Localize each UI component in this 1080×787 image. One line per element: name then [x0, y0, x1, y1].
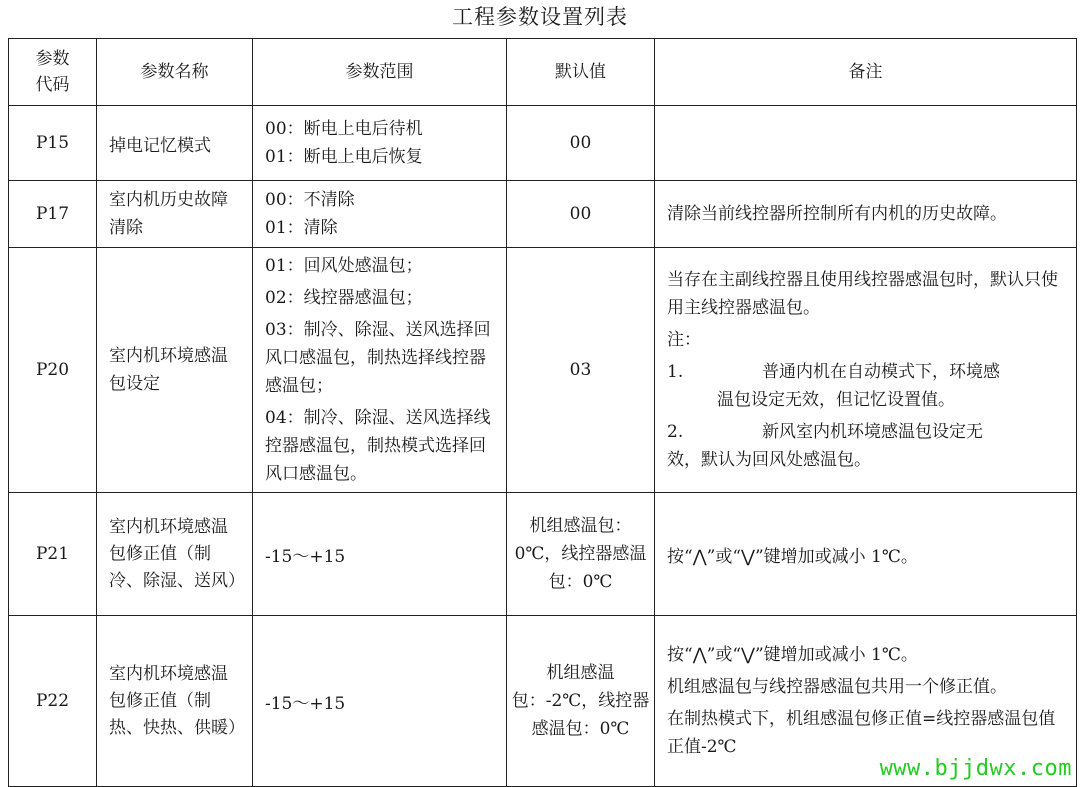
- param-code: P22: [9, 616, 97, 787]
- range-option: 01：回风处感温包；: [265, 256, 423, 276]
- header-code-line1: 参数: [35, 49, 70, 69]
- page-title: 工程参数设置列表: [452, 5, 628, 29]
- param-range: [253, 248, 507, 493]
- range-option: 00：断电上电后待机: [265, 119, 423, 139]
- param-default: 03: [507, 248, 655, 493]
- table-row: [9, 248, 1077, 493]
- remark-line: 在制热模式下，机组感温包修正值=线控器感温包值正值-2℃: [667, 709, 1056, 757]
- param-code: P21: [9, 493, 97, 616]
- remark-item-text: 普通内机在自动模式下，环境感: [762, 362, 1000, 382]
- header-default: 默认值: [507, 39, 655, 106]
- watermark: www.bjjdwx.com: [879, 756, 1072, 781]
- param-name: 掉电记忆模式: [97, 106, 253, 181]
- remark-line: 机组感温包与线控器感温包共用一个修正值。: [667, 677, 1007, 697]
- header-remark: 备注: [655, 39, 1077, 106]
- param-default: 00: [507, 181, 655, 248]
- header-code-line2: 代码: [35, 75, 70, 95]
- param-default: 机组感温包：0℃，线控器感温包：0℃: [507, 493, 655, 616]
- param-remark: [655, 106, 1077, 181]
- header-name: 参数名称: [97, 39, 253, 106]
- param-code: P17: [9, 181, 97, 248]
- remark-item: [667, 418, 1068, 446]
- param-code: P15: [9, 106, 97, 181]
- header-range: 参数范围: [253, 39, 507, 106]
- param-name: 室内机历史故障清除: [97, 181, 253, 248]
- remark-item-number: 1.: [667, 362, 684, 382]
- remark-item-continuation: 效，默认为回风处感温包。: [667, 450, 871, 470]
- range-option: 03：制冷、除湿、送风选择回风口感温包，制热选择线控器感温包；: [265, 320, 491, 396]
- header-code: [9, 39, 97, 106]
- remark-item-number: 2.: [667, 422, 684, 442]
- param-range: -15～+15: [253, 616, 507, 787]
- table-row: [9, 106, 1077, 181]
- remark-item: [667, 358, 1068, 386]
- remark-item-continuation: 温包设定无效，但记忆设置值。: [717, 390, 955, 410]
- parameter-table: [8, 38, 1077, 787]
- param-default: 机组感温包：-2℃，线控器感温包：0℃: [507, 616, 655, 787]
- param-name: 室内机环境感温包修正值（制冷、除湿、送风）: [97, 493, 253, 616]
- param-range: [253, 181, 507, 248]
- param-range: -15～+15: [253, 493, 507, 616]
- remark-line: 按“⋀”或“⋁”键增加或减小 1℃。: [667, 645, 918, 665]
- param-remark: 按“⋀”或“⋁”键增加或减小 1℃。: [655, 493, 1077, 616]
- remark-note-label: 注：: [667, 330, 701, 350]
- table-row: [9, 181, 1077, 248]
- param-default: 00: [507, 106, 655, 181]
- param-remark: 清除当前线控器所控制所有内机的历史故障。: [655, 181, 1077, 248]
- param-code: P20: [9, 248, 97, 493]
- range-option: 04：制冷、除湿、送风选择线控器感温包，制热模式选择回风口感温包。: [265, 408, 491, 484]
- param-name: 室内机环境感温包修正值（制热、快热、供暖）: [97, 616, 253, 787]
- param-name: 室内机环境感温包设定: [97, 248, 253, 493]
- range-option: 01：断电上电后恢复: [265, 147, 423, 167]
- param-range: [253, 106, 507, 181]
- remark-item-text: 新风室内机环境感温包设定无: [762, 422, 983, 442]
- range-option: 02：线控器感温包；: [265, 288, 423, 308]
- table-row: [9, 493, 1077, 616]
- range-option: 00：不清除: [265, 190, 355, 210]
- range-option: 01：清除: [265, 218, 338, 238]
- remark-intro: 当存在主副线控器且使用线控器感温包时，默认只使用主线控器感温包。: [667, 270, 1058, 318]
- table-header-row: [9, 39, 1077, 106]
- param-remark: [655, 248, 1077, 493]
